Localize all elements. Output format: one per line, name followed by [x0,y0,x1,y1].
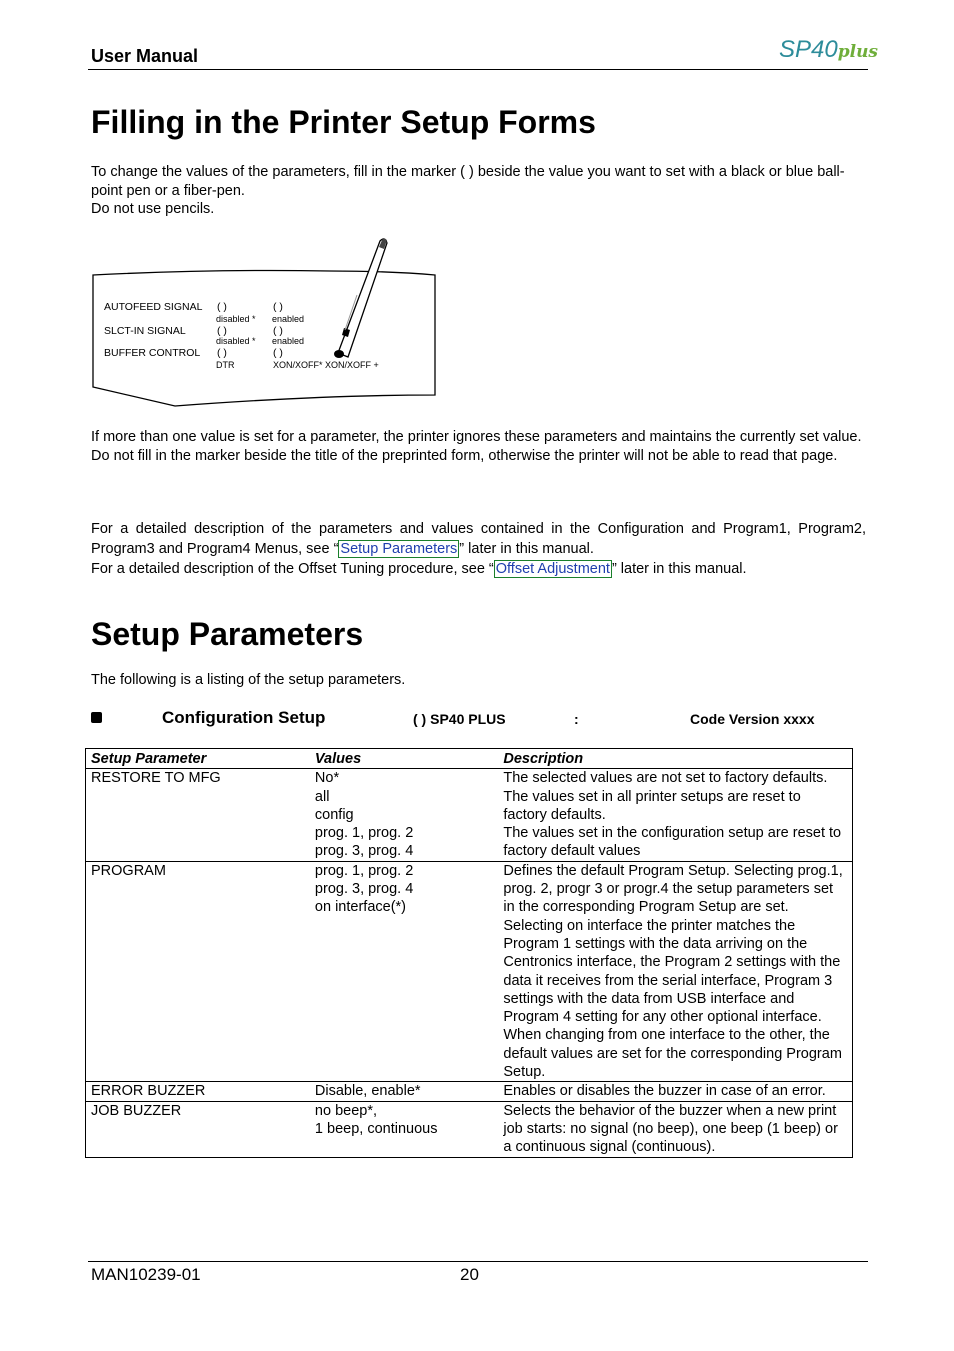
section-title-filling: Filling in the Printer Setup Forms [91,104,596,140]
intro-line: To change the values of the parameters, fill in the marker ( ) beside the value you want to set with a black or blue ball-point pen or a fiber-pen. [91,164,845,199]
setup-intro: The following is a listing of the setup parameters. [91,672,406,688]
form-value: disabled * [216,314,256,324]
bullet-icon [91,712,102,723]
value-item: 1 beep, continuous [314,1120,438,1137]
description-cell [498,769,852,861]
description-item: The values set in the configuration setup are reset to factory default values [503,825,842,860]
column-header: Description [498,749,852,769]
references-paragraph [91,520,866,579]
form-value: enabled [272,314,305,324]
multiple-values-paragraph [91,428,866,465]
description-item: When changing from one interface to the other, the default values are set for the corresponding Program Setup. [503,1027,842,1081]
form-label-buffer: BUFFER CONTROL [104,347,201,359]
description-cell [498,861,852,1082]
values-cell [310,1101,498,1157]
brand-logo [779,36,878,64]
table-header-row [86,749,853,769]
value-item: no beep*, [314,1102,378,1119]
table-row [86,861,853,1082]
values-cell [310,1082,498,1101]
setup-parameters-table [85,748,853,1158]
offset-reference [91,560,866,579]
value-item: config [314,806,354,823]
document-id: MAN10239-01 [91,1265,201,1284]
config-colon: : [574,711,579,727]
description-item: The values set in all printer setups are reset to factory defaults. [503,788,801,823]
form-sheet-drawing [90,235,440,410]
running-header-title: User Manual [91,46,199,66]
intro-paragraph [91,163,866,219]
form-value: XON/XOFF* XON/XOFF + [273,360,379,370]
param-cell: RESTORE TO MFG [86,769,310,861]
form-marker: ( ) [273,347,283,359]
config-marker: ( ) SP40 PLUS [413,711,506,727]
offset-adjustment-link[interactable]: Offset Adjustment [495,561,610,577]
header-rule [88,69,868,70]
form-label-autofeed: AUTOFEED SIGNAL [104,301,203,313]
description-item: Enables or disables the buzzer in case of an error. [503,1083,826,1100]
setup-params-reference [91,520,866,559]
column-header: Setup Parameter [86,749,310,769]
values-cell [310,769,498,861]
form-marker: ( ) [217,347,227,359]
value-item: prog. 3, prog. 4 [314,881,414,898]
intro-note: Do not use pencils. [91,201,215,217]
description-item: The selected values are not set to factory defaults. [503,770,828,787]
reference-text: ” later in this manual. [459,540,594,557]
table-row [86,1082,853,1101]
multiple-values-note: If more than one value is set for a parameter, the printer ignores these parameters and maintains the currently set value. [91,429,862,445]
param-cell: ERROR BUZZER [86,1082,310,1101]
value-item: No* [314,770,340,787]
value-item: prog. 1, prog. 2 [314,862,414,879]
value-item: prog. 1, prog. 2 [314,825,414,842]
title-marker-note: Do not fill in the marker beside the title of the preprinted form, otherwise the printer will not be able to read that page. [91,447,838,464]
form-marker: ( ) [217,325,227,337]
footer-rule [88,1261,868,1262]
param-cell: JOB BUZZER [86,1101,310,1157]
form-marker: ( ) [217,301,227,313]
form-marker: ( ) [273,301,283,313]
section-title-setup-parameters: Setup Parameters [91,616,364,652]
reference-text: For a detailed description of the Offset Tuning procedure, see “ [91,561,494,577]
config-setup-heading: Configuration Setup [162,708,326,727]
setup-form-illustration [90,235,440,410]
column-header: Values [310,749,498,769]
table-row [86,1101,853,1157]
value-item: Disable, enable* [314,1083,421,1100]
logo-main: SP40 [779,36,838,63]
form-value: enabled [272,336,305,346]
reference-text: ” later in this manual. [611,561,747,577]
form-marker: ( ) [273,325,283,337]
reference-text: For a detailed description of the parameters and values contained in the Configuration and Program1, Program2, Program3 and Program4 Menus, see “ [91,521,866,557]
form-value: disabled * [216,336,256,346]
form-value: DTR [216,360,235,370]
setup-parameters-link[interactable]: Setup Parameters [340,540,458,557]
form-label-slct-in: SLCT-IN SIGNAL [104,325,186,337]
value-item: on interface(*) [314,899,406,916]
description-cell [498,1101,852,1157]
logo-suffix: plus [837,42,878,62]
description-cell [498,1082,852,1101]
table-row [86,769,853,861]
description-item: Defines the default Program Setup. Selecting prog.1, prog. 2, progr 3 or progr.4 the setup parameters set in the corresponding Program Setup are set. Selecting on interface the printer matches the Program 1 settings with the data arriving on the Centronics interface, the Program 2 settings with the data it receives from the serial interface, Program 3 settings with the data from USB interface and Program 4 setting for any other optional interface. [503,862,843,1026]
code-version: Code Version xxxx [690,711,815,727]
values-cell [310,861,498,1082]
value-item: prog. 3, prog. 4 [314,843,414,860]
page-number: 20 [460,1265,479,1284]
param-cell: PROGRAM [86,861,310,1082]
value-item: all [314,788,330,805]
description-item: Selects the behavior of the buzzer when a new print job starts: no signal (no beep), one beep (1 beep) or a continuous signal (continuous). [503,1102,838,1156]
